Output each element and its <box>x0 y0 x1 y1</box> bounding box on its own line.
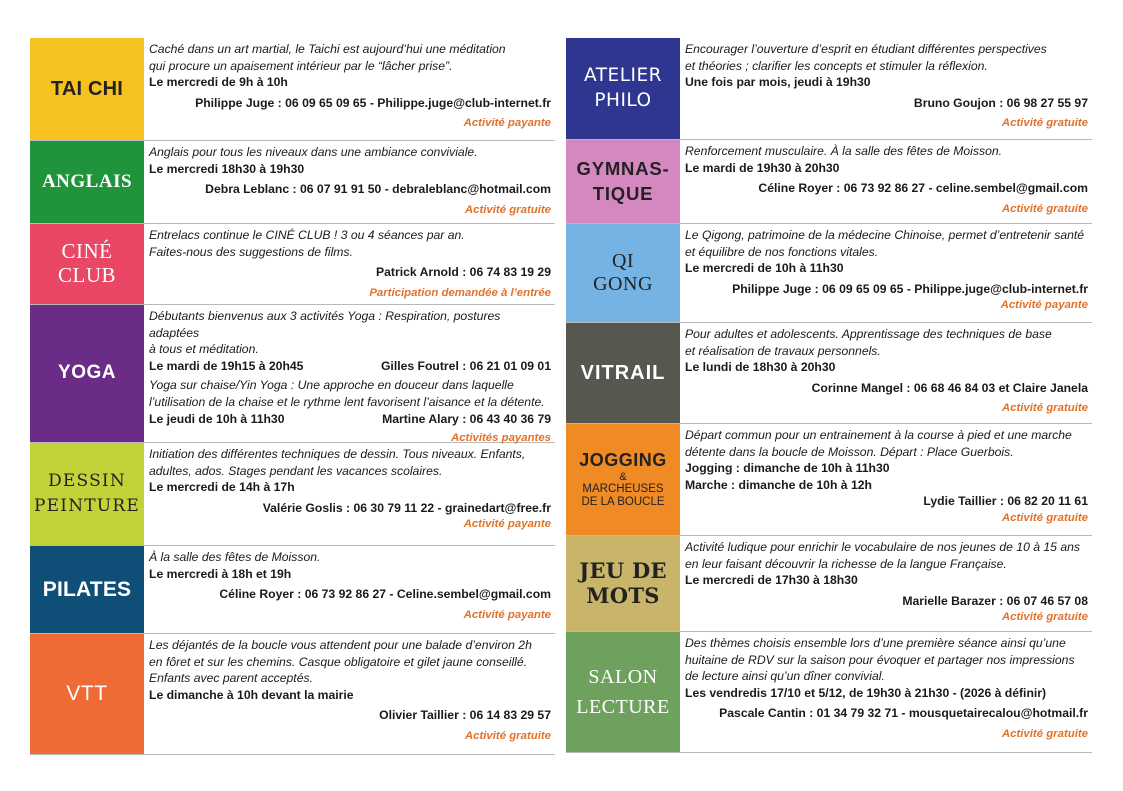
tile-cine-club <box>30 224 144 304</box>
activity-tai-chi <box>30 38 555 141</box>
tile-label: DESSIN <box>48 471 126 492</box>
schedule: Le mercredi à 18h et 19h <box>149 566 292 581</box>
description-line: et théories ; clarifier les concepts et stimuler la réflexion. <box>685 58 988 73</box>
description-line: Départ commun pour un entrainement à la course à pied et une marche <box>685 428 1072 442</box>
activity-details <box>144 546 555 633</box>
tile-yoga <box>30 305 144 442</box>
description-line: qui procure un apaisement intérieur par le “lâcher prise”. <box>149 58 453 73</box>
activity-details <box>680 140 1092 223</box>
tile-label: QI <box>611 250 635 272</box>
tile-label: TIQUE <box>592 182 654 204</box>
description-line: en fôret et sur les chemins. Casque obligatoire et gilet jaune conseillé. <box>149 654 528 669</box>
contact: Olivier Taillier : 06 14 83 29 57 <box>379 708 551 723</box>
tile-vitrail <box>566 323 680 423</box>
activity-gymnastique <box>566 140 1092 224</box>
tile-label: VITRAIL <box>580 361 666 384</box>
schedule: Les vendredis 17/10 et 5/12, de 19h30 à 21h30 - (2026 à définir) <box>685 685 1047 700</box>
tile-salon-lecture <box>566 632 680 752</box>
status-label: Activité gratuite <box>1001 727 1088 740</box>
description-line: Débutants bienvenus aux 3 activités Yoga : Respiration, postures adaptées <box>149 309 501 340</box>
schedule: Le lundi de 18h30 à 20h30 <box>685 360 836 375</box>
description-line: huitaine de RDV sur la saison pour évoquer et partager nos impressions <box>685 652 1075 667</box>
status-label: Activité payante <box>1000 299 1088 312</box>
schedule: Le jeudi de 10h à 11h30 <box>149 411 285 426</box>
schedule: Le mercredi de 17h30 à 18h30 <box>685 573 858 588</box>
description-line: en leur faisant découvrir la richesse de la langue Française. <box>685 556 1007 571</box>
schedule: Le mercredi de 14h à 17h <box>149 480 295 495</box>
status-label: Activité gratuite <box>1001 402 1088 415</box>
tile-label: CINÉ <box>61 239 113 264</box>
schedule: Jogging : dimanche de 10h à 11h30 <box>685 461 890 476</box>
status-label: Activité gratuite <box>1001 511 1088 524</box>
contact: Patrick Arnold : 06 74 83 19 29 <box>375 265 551 280</box>
tile-label: PHILO <box>594 89 652 111</box>
tile-label: MOTS <box>586 582 660 608</box>
activity-details <box>680 424 1092 535</box>
tile-anglais <box>30 141 144 223</box>
description-line: détente dans la boucle de Moisson. Départ : Place Guerbois. <box>685 444 1014 459</box>
tile-label: JOGGING <box>579 450 667 471</box>
contact: Céline Royer : 06 73 92 86 27 - celine.sembel@gmail.com <box>758 181 1088 196</box>
description-line: Caché dans un art martial, le Taichi est aujourd’hui une méditation <box>149 42 506 56</box>
tile-dessin-peinture <box>30 443 144 545</box>
activity-yoga <box>30 305 555 443</box>
activity-details <box>144 38 555 140</box>
tile-label: ATELIER <box>583 65 662 87</box>
activity-dessin-peinture <box>30 443 555 546</box>
tile-label: CLUB <box>57 263 116 287</box>
contact: Pascale Cantin : 01 34 79 32 71 - mousquetairecalou@hotmail.fr <box>719 706 1088 721</box>
activity-details <box>680 536 1092 631</box>
description-line: de lecture ainsi qu’un dîner convivial. <box>685 669 885 684</box>
activity-vitrail <box>566 323 1092 424</box>
activity-details <box>144 634 555 754</box>
activity-jeu-de-mots <box>566 536 1092 632</box>
description-line: l’utilisation de la chaise et le rythme lent favorisent l’aisance et la détente. <box>149 394 545 409</box>
tile-label: LECTURE <box>576 696 670 718</box>
contact: Philippe Juge : 06 09 65 09 65 - Philippe.juge@club-internet.fr <box>732 281 1088 296</box>
tile-label: DE LA BOUCLE <box>581 495 665 508</box>
contact: Lydie Taillier : 06 82 20 11 61 <box>923 494 1088 509</box>
description-line: Initiation des différentes techniques de dessin. Tous niveaux. Enfants, <box>149 447 526 461</box>
contact: Marielle Barazer : 06 07 46 57 08 <box>902 593 1088 608</box>
description-line: Enfants avec parent acceptés. <box>149 671 313 686</box>
description-line: adultes, ados. Stages pendant les vacances scolaires. <box>149 463 443 478</box>
description-line: à tous et méditation. <box>149 342 259 357</box>
status-label: Activité gratuite <box>1001 117 1088 130</box>
status-label: Activité gratuite <box>1001 611 1088 624</box>
activity-details <box>144 305 555 445</box>
tile-label: TAI CHI <box>50 77 124 100</box>
description-line: Des thèmes choisis ensemble lors d’une première séance ainsi qu’une <box>685 636 1066 650</box>
tile-label: & <box>619 470 627 483</box>
contact: Debra Leblanc : 06 07 91 91 50 - debraleblanc@hotmail.com <box>205 182 551 197</box>
description-line: Le Qigong, patrimoine de la médecine Chinoise, permet d’entretenir santé <box>685 228 1085 242</box>
activity-atelier-philo <box>566 38 1092 140</box>
tile-label: GYMNAS- <box>576 157 670 179</box>
contact: Gilles Foutrel : 06 21 01 09 01 <box>380 358 551 373</box>
contact: Valérie Goslis : 06 30 79 11 22 - grainedart@free.fr <box>262 500 551 515</box>
schedule: Le mardi de 19h30 à 20h30 <box>685 160 840 175</box>
schedule: Le mardi de 19h15 à 20h45 <box>149 358 304 373</box>
description-line: Faites-nous des suggestions de films. <box>149 244 353 259</box>
schedule: Le mercredi de 10h à 11h30 <box>685 261 844 276</box>
contact: Céline Royer : 06 73 92 86 27 - Celine.sembel@gmail.com <box>219 587 551 602</box>
activity-details <box>144 443 555 545</box>
left-column <box>30 38 555 755</box>
activity-details <box>680 323 1092 423</box>
status-label: Activités payantes <box>450 432 551 445</box>
description-line: Anglais pour tous les niveaux dans une ambiance conviviale. <box>149 145 478 159</box>
activity-cine-club <box>30 224 555 305</box>
description-line: Encourager l’ouverture d’esprit en étudiant différentes perspectives <box>685 42 1047 56</box>
description-line: et réalisation de travaux personnels. <box>685 343 881 358</box>
description-line: Activité ludique pour enrichir le vocabulaire de nos jeunes de 10 à 15 ans <box>685 540 1080 554</box>
tile-jeu-de-mots <box>566 536 680 631</box>
activity-pilates <box>30 546 555 634</box>
tile-label: PILATES <box>42 577 132 601</box>
description-line: et équilibre de nos fonctions vitales. <box>685 244 879 259</box>
status-label: Activité payante <box>463 117 551 130</box>
status-label: Participation demandée à l’entrée <box>369 286 551 299</box>
description-line: Yoga sur chaise/Yin Yoga : Une approche en douceur dans laquelle <box>149 378 514 393</box>
activity-details <box>680 38 1092 139</box>
tile-label: ANGLAIS <box>41 171 133 193</box>
activity-details <box>144 141 555 223</box>
tile-tai-chi <box>30 38 144 140</box>
activity-details <box>680 632 1092 752</box>
contact: Corinne Mangel : 06 68 46 84 03 et Claire Janela <box>811 380 1088 395</box>
status-label: Activité payante <box>463 608 551 621</box>
status-label: Activité gratuite <box>1001 202 1088 215</box>
contact: Martine Alary : 06 43 40 36 79 <box>382 411 551 426</box>
tile-gymnastique <box>566 140 680 223</box>
status-label: Activité gratuite <box>464 203 551 216</box>
activity-jogging <box>566 424 1092 536</box>
activity-vtt <box>30 634 555 755</box>
status-label: Activité payante <box>463 518 551 531</box>
tile-jogging <box>566 424 680 535</box>
description-line: Renforcement musculaire. À la salle des fêtes de Moisson. <box>685 144 1003 158</box>
activity-details <box>144 224 555 304</box>
description-line: Entrelacs continue le CINÉ CLUB ! 3 ou 4 séances par an. <box>149 228 465 242</box>
schedule: Marche : dimanche de 10h à 12h <box>685 477 872 492</box>
right-column <box>566 38 1092 753</box>
tile-qi-gong <box>566 224 680 322</box>
tile-label: PEINTURE <box>34 496 140 516</box>
description-line: À la salle des fêtes de Moisson. <box>149 550 321 564</box>
tile-label: JEU DE <box>579 558 667 584</box>
tile-label: MARCHEUSES <box>582 482 664 495</box>
activity-details <box>680 224 1092 322</box>
contact: Bruno Goujon : 06 98 27 55 97 <box>913 95 1088 110</box>
tile-pilates <box>30 546 144 633</box>
schedule: Une fois par mois, jeudi à 19h30 <box>685 75 871 90</box>
activity-qi-gong <box>566 224 1092 323</box>
activity-anglais <box>30 141 555 224</box>
description-line: Pour adultes et adolescents. Apprentissage des techniques de base <box>685 327 1052 341</box>
activity-salon-lecture <box>566 632 1092 753</box>
tile-label: GONG <box>593 273 653 295</box>
description-line: Les déjantés de la boucle vous attendent pour une balade d’environ 2h <box>149 638 532 652</box>
schedule: Le mercredi de 9h à 10h <box>149 75 288 90</box>
tile-label: YOGA <box>58 362 116 384</box>
status-label: Activité gratuite <box>464 729 551 742</box>
tile-label: SALON <box>588 666 658 688</box>
contact: Philippe Juge : 06 09 65 09 65 - Philippe.juge@club-internet.fr <box>195 95 551 110</box>
tile-label: VTT <box>66 682 108 706</box>
tile-atelier-philo <box>566 38 680 139</box>
schedule: Le mercredi 18h30 à 19h30 <box>149 161 305 176</box>
schedule: Le dimanche à 10h devant la mairie <box>149 687 354 702</box>
tile-vtt <box>30 634 144 754</box>
